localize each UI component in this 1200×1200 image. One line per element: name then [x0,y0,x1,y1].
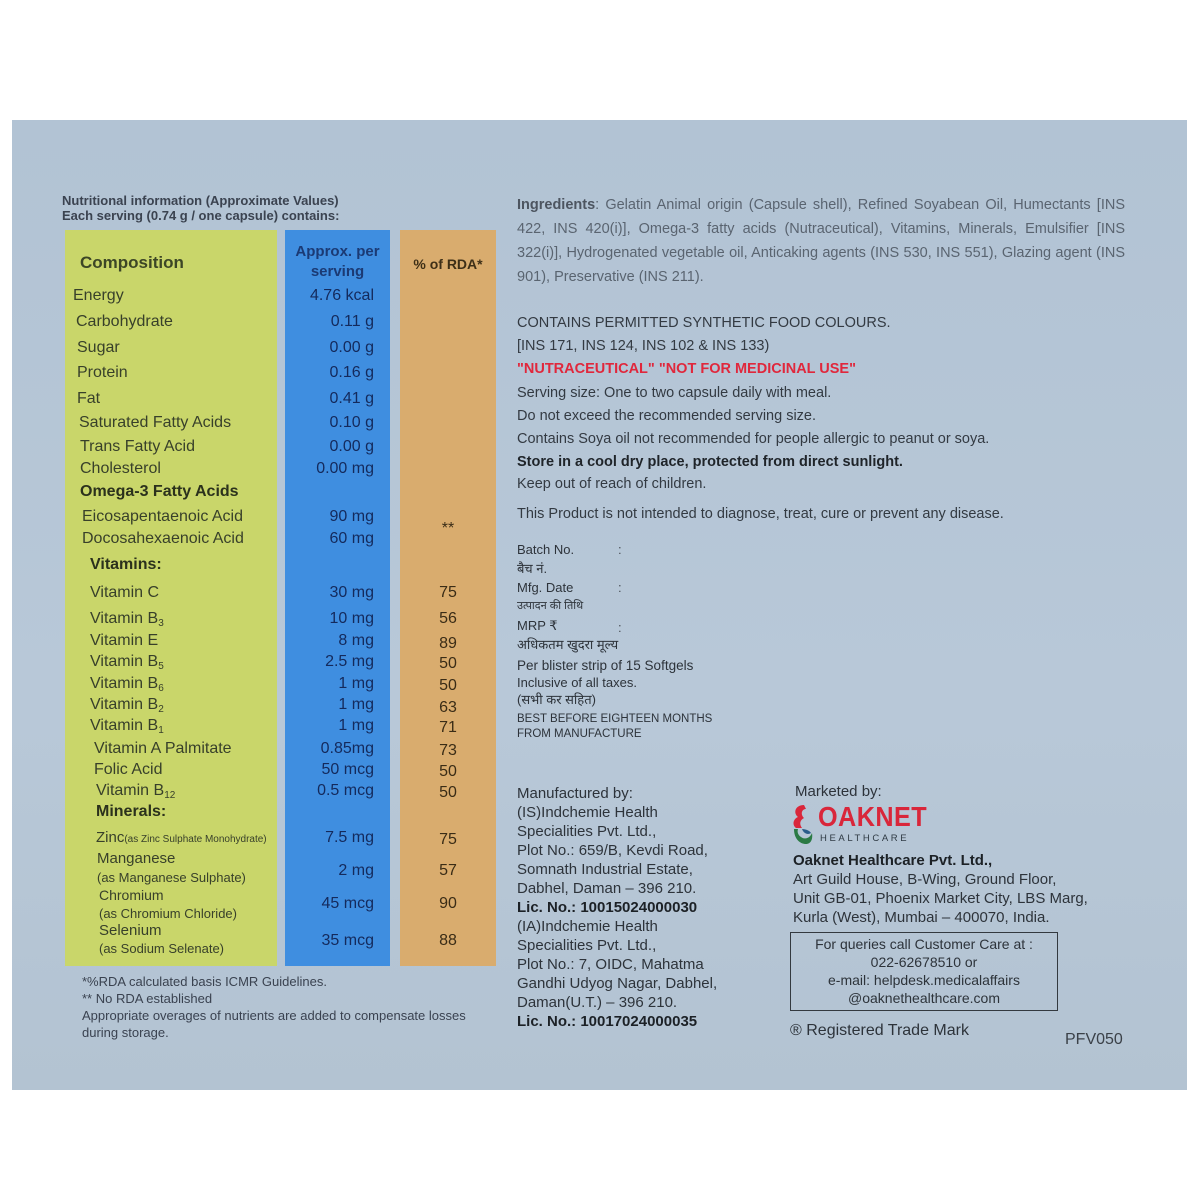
row-value: 7.5 mg [325,829,374,846]
footnote-rda-basis: *%RDA calculated basis ICMR Guidelines. [82,974,327,989]
row-value: 10 mg [329,610,374,627]
row-value: 0.00 mg [316,460,374,477]
row-name: Eicosapentaenoic Acid [82,508,243,525]
ingredients-text: : Gelatin Animal origin (Capsule shell), Refined Soyabean Oil, Humectants [INS 422, INS 420(i)], Omega-3 fatty acids (Nutraceutical), Vitamins, Minerals, Emulsifier [INS 322(i)], Hydrogenated vegetable oil, Anticaking agents (INS 530, INS 551), Glazing agent (INS 901), Preservative (INS 211). [517,197,1125,285]
row-name: Chromium [99,887,164,903]
ingredients-block [517,193,1125,289]
batch-no-label-hindi: बैच नं. [517,561,548,576]
oaknet-tree-icon [790,803,814,845]
row-detail: (as Sodium Selenate) [99,941,225,956]
keep-out-of-reach: Keep out of reach of children. [517,476,707,492]
row-name: Vitamin B [90,675,159,692]
row-name: Cholesterol [80,460,161,477]
care-email: e-mail: helpdesk.medicalaffairs [828,972,1020,988]
row-name: Vitamin B [90,717,159,734]
pack-size: Per blister strip of 15 Softgels [517,658,694,673]
table-row [0,414,500,436]
row-value: 4.76 kcal [309,287,374,304]
row-name: Vitamin E [90,632,159,649]
row-name: Vitamin B [90,653,159,670]
table-section-minerals [0,803,500,825]
logo-wordmark: OAKNET [818,801,928,832]
approx-header-line1: Approx. per [295,243,380,260]
nutrition-heading-line1: Nutritional information (Approximate Values) [62,193,339,208]
table-row [0,364,500,386]
row-rda: 75 [439,584,457,601]
table-row [0,438,500,460]
row-rda: 75 [439,831,457,848]
row-rda: 90 [439,895,457,912]
section-label: Vitamins: [90,556,162,573]
table-row [0,460,500,482]
mfr-unit2-line: Plot No.: 7, OIDC, Mahatma [517,956,704,973]
row-name: Zinc [96,829,125,846]
mfr-unit1-license: Lic. No.: 10015024000030 [517,899,698,916]
mfr-unit1-line: (IS)Indchemie Health [517,804,658,821]
table-row [0,829,500,851]
row-value: 0.00 g [329,339,374,356]
serving-size: Serving size: One to two capsule daily with meal. [517,385,832,401]
row-name: Protein [77,364,128,381]
mfr-unit1-line: Plot No.: 659/B, Kevdi Road, [517,842,708,859]
product-code: PFV050 [1065,1031,1123,1048]
table-row [0,610,500,632]
row-value: 8 mg [338,632,374,649]
row-value: 1 mg [338,717,374,734]
row-value: 60 mg [329,530,374,547]
table-row [0,390,500,412]
row-value: 30 mg [329,584,374,601]
logo-subtitle: HEALTHCARE [820,833,910,844]
best-before-line2: FROM MANUFACTURE [517,728,642,740]
table-row [0,696,500,718]
row-subscript: 1 [158,725,164,736]
disclaimer: This Product is not intended to diagnose, treat, cure or prevent any disease. [517,506,1004,522]
row-name: Manganese [97,850,176,867]
mfr-unit1-line: Somnath Industrial Estate, [517,861,693,878]
table-row [0,653,500,675]
care-email-domain: @oaknethealthcare.com [848,990,1000,1006]
row-name: Sugar [77,339,120,356]
best-before-line1: BEST BEFORE EIGHTEEN MONTHS [517,713,713,725]
inclusive-taxes: Inclusive of all taxes. [517,675,637,690]
table-row [0,740,500,762]
table-row [0,887,500,927]
row-value: 1 mg [338,696,374,713]
mfg-date-label: Mfg. Date [517,580,574,595]
row-value: 0.16 g [329,364,374,381]
do-not-exceed: Do not exceed the recommended serving size. [517,408,817,424]
row-value: 50 mcg [321,761,374,778]
table-row [0,313,500,335]
row-value: 0.41 g [329,390,374,407]
mfg-date-colon: : [618,580,622,595]
row-name: Vitamin B [90,696,159,713]
nutrition-heading-line2: Each serving (0.74 g / one capsule) contains: [62,208,340,223]
row-name: Carbohydrate [76,313,173,330]
nutrition-footnotes [82,973,502,1041]
row-subscript: 5 [158,661,164,672]
row-subscript: 2 [158,704,164,715]
row-value: 2 mg [338,862,374,879]
mfr-unit2-license: Lic. No.: 10017024000035 [517,1013,698,1030]
table-row [0,717,500,739]
mrp-colon: : [618,620,622,635]
row-name: Energy [73,287,124,304]
row-rda: 71 [439,719,457,736]
row-rda: 50 [439,655,457,672]
marketed-by-label: Marketed by: [795,783,882,800]
care-line: For queries call Customer Care at : [815,936,1033,952]
batch-no-label: Batch No. [517,542,575,557]
table-row [0,850,500,890]
row-name: Folic Acid [94,761,163,778]
row-value: 45 mcg [321,895,374,912]
row-value: 35 mcg [321,932,374,949]
row-detail: (as Manganese Sulphate) [97,870,246,885]
row-name: Saturated Fatty Acids [79,414,232,431]
row-name: Vitamin C [90,584,160,601]
row-value: 0.00 g [329,438,374,455]
mfr-unit2-line: (IA)Indchemie Health [517,918,658,935]
row-name: Trans Fatty Acid [80,438,195,455]
footnote-overages: Appropriate overages of nutrients are added to compensate losses during storage. [82,1008,466,1040]
manufacturer-block [517,784,717,1031]
row-value: 0.11 g [330,313,374,330]
row-rda: ** [441,520,455,537]
storage-instruction: Store in a cool dry place, protected from direct sunlight. [517,454,903,470]
nutraceutical-warning: "NUTRACEUTICAL" "NOT FOR MEDICINAL USE" [517,361,856,377]
row-name: Vitamin B [96,782,165,799]
table-row [0,520,500,552]
table-row [0,339,500,361]
approx-per-serving-header [285,242,390,282]
colours-notice: CONTAINS PERMITTED SYNTHETIC FOOD COLOURS. [517,315,891,331]
row-value: 0.5 mcg [317,782,374,799]
manufactured-by-label: Manufactured by: [517,785,633,802]
row-subscript: 6 [158,683,164,694]
table-row [0,782,500,804]
inclusive-taxes-hindi: (सभी कर सहित) [517,692,596,707]
marketer-address-line: Kurla (West), Mumbai – 400070, India. [793,909,1050,926]
row-value: 0.85mg [320,740,374,757]
row-value: 2.5 mg [325,653,374,670]
mfr-unit1-line: Dabhel, Daman – 396 210. [517,880,697,897]
mrp-label: MRP ₹ [517,618,558,633]
row-rda: 57 [439,862,457,879]
row-rda: 50 [439,677,457,694]
marketer-address-line: Unit GB-01, Phoenix Market City, LBS Marg, [793,890,1088,907]
row-rda: 63 [439,699,457,716]
mfg-date-label-hindi: उत्पादन की तिथि [517,600,584,612]
colours-ins-list: [INS 171, INS 124, INS 102 & INS 133) [517,338,770,354]
table-row [0,632,500,654]
marketer-address [793,851,1088,927]
row-detail: (as Zinc Sulphate Monohydrate) [124,834,267,845]
mfr-unit1-line: Specialities Pvt. Ltd., [517,823,657,840]
marketer-company: Oaknet Healthcare Pvt. Ltd., [793,852,993,869]
approx-header-line2: serving [310,263,365,280]
table-row [0,287,500,309]
registered-trademark: ® Registered Trade Mark [790,1022,969,1039]
row-rda: 50 [439,784,457,801]
table-row [0,761,500,783]
row-name: Docosahexaenoic Acid [82,530,244,547]
row-name: Vitamin A Palmitate [94,740,232,757]
row-detail: (as Chromium Chloride) [99,906,237,921]
table-section-vitamins [0,556,500,578]
row-rda: 89 [439,635,457,652]
nutrition-heading [62,193,339,223]
care-phone: 022-62678510 or [870,954,978,970]
row-value: 90 mg [329,508,374,525]
allergy-warning: Contains Soya oil not recommended for people allergic to peanut or soya. [517,431,990,447]
row-rda: 56 [439,610,457,627]
mfr-unit2-line: Gandhi Udyog Nagar, Dabhel, [517,975,718,992]
batch-no-colon: : [618,542,622,557]
row-rda: 50 [439,763,457,780]
footnote-no-rda: ** No RDA established [82,991,213,1006]
row-value: 0.10 g [329,414,374,431]
mfr-unit2-line: Daman(U.T.) – 396 210. [517,994,678,1011]
marketer-address-line: Art Guild House, B-Wing, Ground Floor, [793,871,1057,888]
table-section-omega3 [0,483,500,505]
row-rda: 73 [439,742,457,759]
mfr-unit2-line: Specialities Pvt. Ltd., [517,937,657,954]
mrp-label-hindi: अधिकतम खुदरा मूल्य [517,637,619,652]
rda-header: % of RDA* [413,256,483,272]
composition-header: Composition [80,253,184,272]
table-row [0,922,500,962]
row-subscript: 3 [158,618,164,629]
table-row [0,675,500,697]
row-value: 1 mg [338,675,374,692]
row-name: Selenium [99,922,162,939]
row-subscript: 12 [164,790,176,801]
customer-care-box [790,932,1058,1011]
table-row [0,584,500,606]
section-label: Minerals: [96,803,167,820]
row-name: Vitamin B [90,610,159,627]
row-rda: 88 [439,932,457,949]
section-label: Omega-3 Fatty Acids [80,483,239,500]
ingredients-label: Ingredients [517,197,596,213]
oaknet-logo [790,803,930,843]
row-name: Fat [77,390,101,407]
